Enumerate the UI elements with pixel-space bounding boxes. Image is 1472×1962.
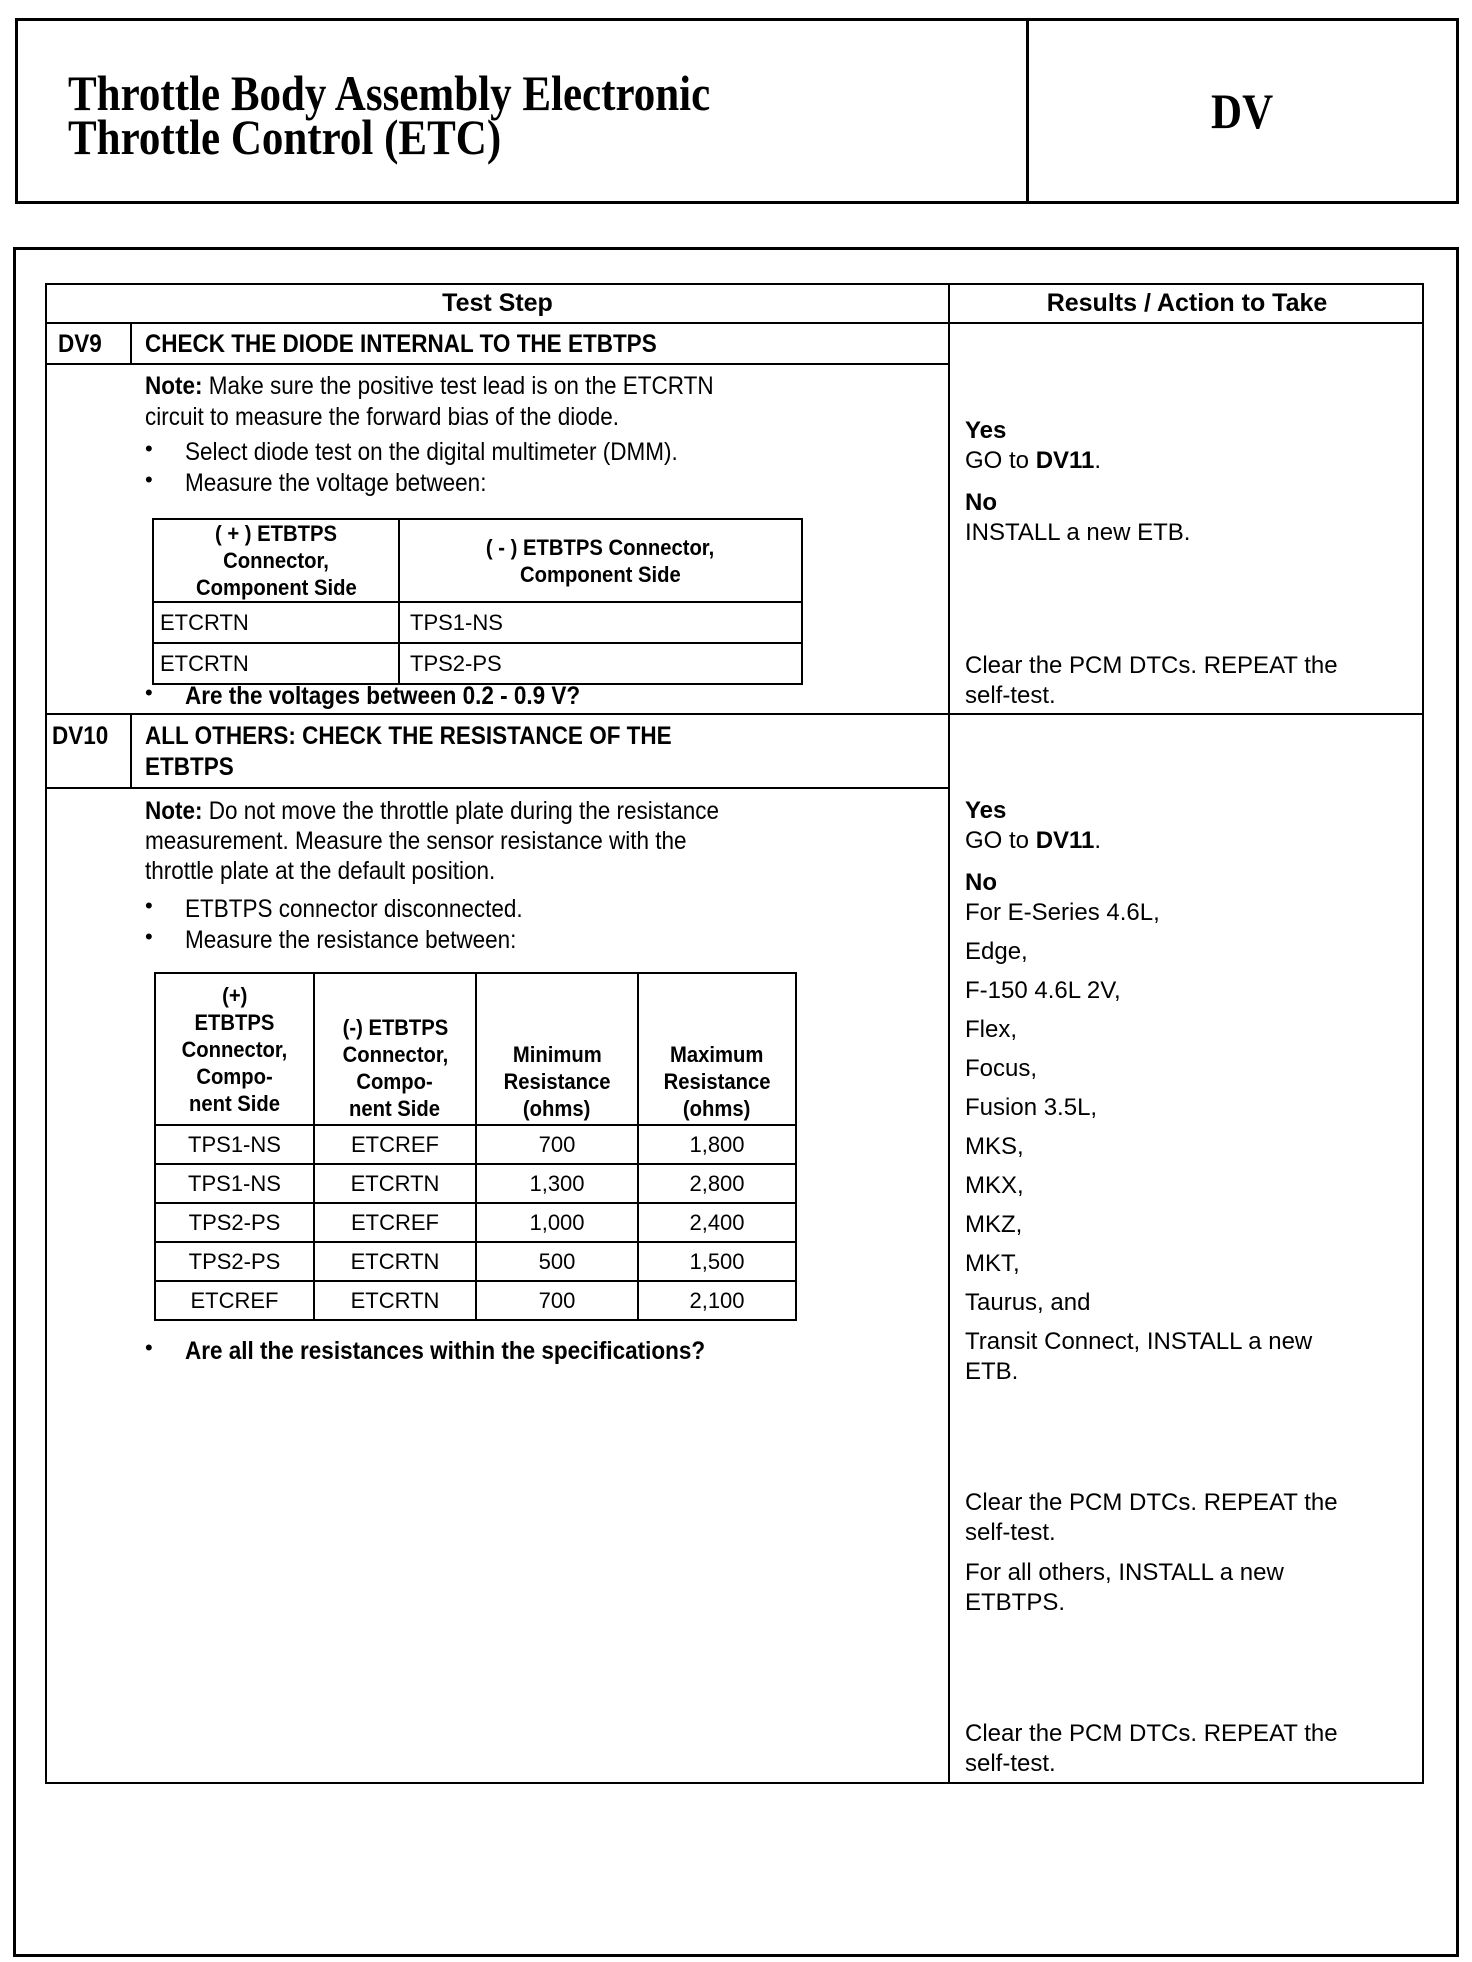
result-followup-line2: self-test. xyxy=(965,682,1056,709)
goto-step-link[interactable]: DV11 xyxy=(1035,447,1095,474)
page-title-line2: Throttle Control (ETC) xyxy=(68,109,502,165)
table-cell: 1,300 xyxy=(476,1164,638,1203)
table-cell: TPS2-PS xyxy=(155,1242,314,1281)
table-cell: TPS1-NS xyxy=(155,1125,314,1164)
result-others: For all others, INSTALL a new xyxy=(965,1559,1284,1586)
table-cell: 1,000 xyxy=(476,1203,638,1242)
table-cell: 500 xyxy=(476,1242,638,1281)
header-line: Compo- xyxy=(196,1063,273,1089)
punctuation: . xyxy=(1094,447,1102,474)
dv9-id-divider xyxy=(130,322,132,365)
table-row xyxy=(155,1164,796,1203)
header-line: Minimum xyxy=(512,1042,602,1067)
vehicle-item: MKX, xyxy=(965,1172,1024,1199)
resistance-table-header xyxy=(476,973,638,1125)
step-title-line2: ETBTPS xyxy=(145,753,234,781)
table-row xyxy=(153,602,802,643)
note-label: Note: xyxy=(145,797,203,825)
result-followup: Clear the PCM DTCs. REPEAT the xyxy=(965,1489,1338,1516)
header-line: Connector, xyxy=(181,1036,288,1062)
table-row xyxy=(155,1125,796,1164)
table-cell: TPS2-PS xyxy=(399,643,802,684)
table-cell: TPS1-NS xyxy=(399,602,802,643)
result-yes-label: Yes xyxy=(965,797,1007,824)
result-others-line2: ETBTPS. xyxy=(965,1589,1066,1616)
section-code-text: DV xyxy=(1211,83,1274,139)
step-note xyxy=(145,796,719,827)
table-cell: 1,800 xyxy=(638,1125,796,1164)
dv9-title-divider xyxy=(45,363,950,365)
header-line: Maximum xyxy=(670,1042,764,1067)
resistance-table xyxy=(154,972,797,1321)
table-cell: 1,500 xyxy=(638,1242,796,1281)
page-title xyxy=(68,65,928,165)
dv10-title-divider xyxy=(45,787,950,789)
connector-table-header xyxy=(153,519,399,602)
result-yes-label: Yes xyxy=(965,417,1007,444)
table-row xyxy=(155,1281,796,1320)
header-line: nent Side xyxy=(349,1096,441,1121)
vehicle-item: For E-Series 4.6L, xyxy=(965,899,1160,926)
table-cell: ETCREF xyxy=(155,1281,314,1320)
bullet-icon: • xyxy=(145,893,153,918)
vehicle-item: Flex, xyxy=(965,1016,1018,1043)
bullet-icon: • xyxy=(145,924,153,949)
vehicle-item: Focus, xyxy=(965,1055,1038,1082)
goto-step-link[interactable]: DV11 xyxy=(1035,827,1095,854)
header-line: Connector, xyxy=(342,1042,448,1067)
table-row xyxy=(155,1242,796,1281)
header-line: (ohms) xyxy=(523,1096,591,1121)
note-text: Make sure the positive test lead is on the ETCRTN xyxy=(202,372,714,400)
table-cell: 2,400 xyxy=(638,1203,796,1242)
bullet-icon: • xyxy=(145,680,153,705)
vehicle-item: MKS, xyxy=(965,1133,1024,1160)
vehicle-item: MKZ, xyxy=(965,1211,1023,1238)
vehicle-item: Transit Connect, INSTALL a new xyxy=(965,1328,1313,1355)
table-row xyxy=(155,1203,796,1242)
result-followup: Clear the PCM DTCs. REPEAT the xyxy=(965,652,1338,679)
table-cell: ETCREF xyxy=(314,1203,476,1242)
table-cell: 700 xyxy=(476,1281,638,1320)
header-line: Resistance xyxy=(663,1069,771,1094)
bullet-item: ETBTPS connector disconnected. xyxy=(185,895,523,923)
vehicle-item: Taurus, and xyxy=(965,1289,1091,1316)
note-text: Do not move the throttle plate during the resistance xyxy=(202,797,720,825)
result-yes-action xyxy=(965,826,1101,856)
step-note-line2: measurement. Measure the sensor resistance with the xyxy=(145,827,687,855)
page-title-line1: Throttle Body Assembly Electronic xyxy=(68,65,711,121)
header-line: ( + ) ETBTPS Connector, xyxy=(214,521,338,573)
column-header-test-step: Test Step xyxy=(442,289,553,317)
vehicle-item: F-150 4.6L 2V, xyxy=(965,977,1121,1004)
connector-table-header xyxy=(399,519,802,602)
vehicle-item-end: ETB. xyxy=(965,1358,1019,1385)
header-line: Compo- xyxy=(356,1069,434,1094)
table-cell: ETCRTN xyxy=(153,602,399,643)
dv10-id-divider xyxy=(130,713,132,789)
bullet-item: Measure the resistance between: xyxy=(185,926,517,954)
result-yes-action xyxy=(965,446,1101,476)
table-cell: ETCRTN xyxy=(153,643,399,684)
header-line: (ohms) xyxy=(683,1096,751,1121)
header-line: ETBTPS xyxy=(194,1009,275,1035)
bullet-icon: • xyxy=(145,436,153,461)
column-header-results: Results / Action to Take xyxy=(1046,289,1328,317)
step-title: ALL OTHERS: CHECK THE RESISTANCE OF THE xyxy=(145,722,672,750)
table-row xyxy=(153,643,802,684)
header-line: (+) xyxy=(221,982,248,1008)
go-to-text: GO to xyxy=(965,447,1036,474)
result-no-label: No xyxy=(965,869,997,896)
results-column-divider xyxy=(948,283,950,1784)
table-cell: ETCRTN xyxy=(314,1164,476,1203)
header-line: ( - ) ETBTPS Connector, xyxy=(486,534,715,560)
bullet-item: Measure the voltage between: xyxy=(185,469,487,497)
table-cell: ETCRTN xyxy=(314,1281,476,1320)
step-question: Are all the resistances within the specifications? xyxy=(185,1337,706,1365)
step-id: DV10 xyxy=(52,722,109,750)
punctuation: . xyxy=(1094,827,1102,854)
step-note-line3: throttle plate at the default position. xyxy=(145,857,496,885)
result-followup-line2: self-test. xyxy=(965,1519,1056,1546)
result-followup: Clear the PCM DTCs. REPEAT the xyxy=(965,1720,1338,1747)
vehicle-item: Edge, xyxy=(965,938,1028,965)
vehicle-item: Fusion 3.5L, xyxy=(965,1094,1098,1121)
step-title: CHECK THE DIODE INTERNAL TO THE ETBTPS xyxy=(145,330,657,358)
resistance-table-header xyxy=(314,973,476,1125)
bullet-icon: • xyxy=(145,1335,153,1360)
table-cell: 2,100 xyxy=(638,1281,796,1320)
header-line: nent Side xyxy=(188,1090,281,1116)
resistance-table-header xyxy=(155,973,314,1125)
title-box xyxy=(15,18,1459,204)
table-cell: 2,800 xyxy=(638,1164,796,1203)
table-cell: TPS2-PS xyxy=(155,1203,314,1242)
section-code xyxy=(1029,21,1456,201)
header-row-divider xyxy=(45,322,1424,324)
header-line: Resistance xyxy=(503,1069,611,1094)
result-no-action: INSTALL a new ETB. xyxy=(965,519,1191,546)
step-note-line2: circuit to measure the forward bias of the diode. xyxy=(145,403,620,431)
table-cell: ETCRTN xyxy=(314,1242,476,1281)
connector-table xyxy=(152,518,803,685)
note-label: Note: xyxy=(145,372,203,400)
bullet-icon: • xyxy=(145,467,153,492)
dv9-end-divider xyxy=(45,713,1424,715)
result-no-label: No xyxy=(965,489,997,516)
table-cell: TPS1-NS xyxy=(155,1164,314,1203)
step-question: Are the voltages between 0.2 - 0.9 V? xyxy=(185,682,581,710)
bullet-item: Select diode test on the digital multimeter (DMM). xyxy=(185,438,678,466)
header-line: Component Side xyxy=(520,561,681,587)
header-line: Component Side xyxy=(195,575,357,600)
vehicle-item: MKT, xyxy=(965,1250,1020,1277)
resistance-table-header xyxy=(638,973,796,1125)
result-followup-line2: self-test. xyxy=(965,1750,1056,1777)
header-line: (-) ETBTPS xyxy=(342,1015,448,1040)
go-to-text: GO to xyxy=(965,827,1036,854)
step-id: DV9 xyxy=(58,330,102,358)
table-cell: 700 xyxy=(476,1125,638,1164)
table-cell: ETCREF xyxy=(314,1125,476,1164)
step-note xyxy=(145,371,714,402)
